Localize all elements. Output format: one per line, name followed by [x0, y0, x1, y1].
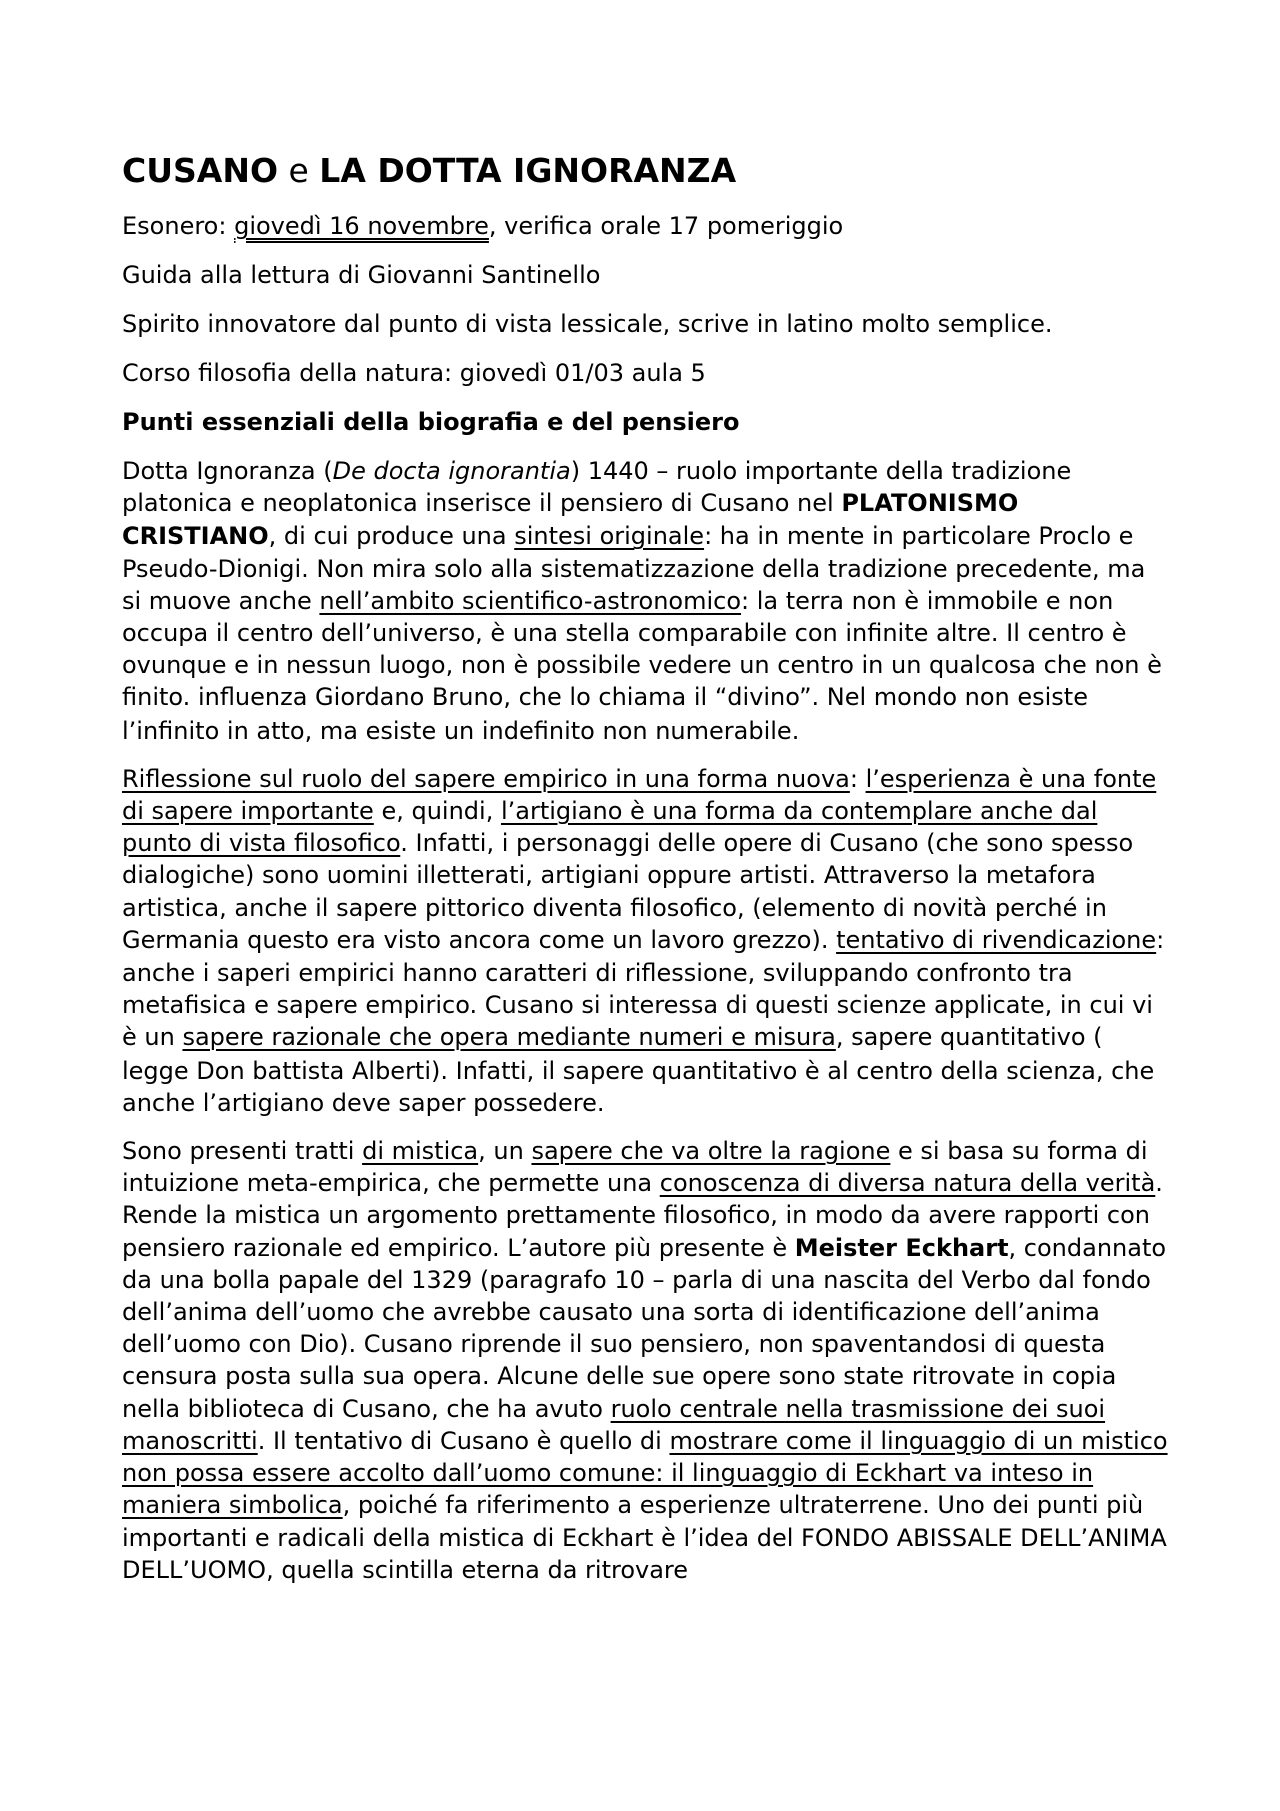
corso-line: Corso filosofia della natura: giovedì 01/03 aula 5 [122, 359, 706, 387]
document-title: CUSANO e LA DOTTA IGNORANZA [122, 151, 737, 190]
paragraph-1: Dotta Ignoranza (De docta ignorantia) 1440 – ruolo importante della tradizione platonica e neoplatonica inserisce il pensiero di Cusano nel PLATONISMO CRISTIANO, di cui produce una sintesi originale: ha in mente in particolare Proclo e Pseudo-Dionigi. Non mira solo alla sistematizzazione della tradizione precedente, ma si muove anche nell’ambito scientifico-astronomico: la terra non è immobile e non occupa il centro dell’universo, è una stella comparabile con infinite altre. Il centro è ovunque e in nessun luogo, non è possibile vedere un centro in un qualcosa che non è finito. influenza Giordano Bruno, che lo chiama il “divino”. Nel mondo non esiste l’infinito in atto, ma esiste un indefinito non numerabile. [122, 457, 1162, 745]
section-heading: Punti essenziali della biografia e del pensiero [122, 408, 740, 436]
guida-line: Guida alla lettura di Giovanni Santinello [122, 261, 601, 289]
spirito-line: Spirito innovatore dal punto di vista lessicale, scrive in latino molto semplice. [122, 310, 1053, 338]
esonero-line: Esonero: giovedì 16 novembre, verifica orale 17 pomeriggio [122, 212, 844, 240]
esonero-date: giovedì 16 novembre [234, 212, 489, 240]
paragraph-2: Riflessione sul ruolo del sapere empirico in una forma nuova: l’esperienza è una fonte di sapere importante e, quindi, l’artigiano è una forma da contemplare anche dal punto di vista filosofico. Infatti, i personaggi delle opere di Cusano (che sono spesso dialogiche) sono uomini illetterati, artigiani oppure artisti. Attraverso la metafora artistica, anche il sapere pittorico diventa filosofico, (elemento di novità perché in Germania questo era visto ancora come un lavoro grezzo). tentativo di rivendicazione: anche i saperi empirici hanno caratteri di riflessione, sviluppando confronto tra metafisica e sapere empirico. Cusano si interessa di questi scienze applicate, in cui vi è un sapere razionale che opera mediante numeri e misura, sapere quantitativo ( legge Don battista Alberti). Infatti, il sapere quantitativo è al centro della scienza, che anche l’artigiano deve saper possedere. [122, 764, 1165, 1117]
paragraph-3: Sono presenti tratti di mistica, un sapere che va oltre la ragione e si basa su forma di intuizione meta-empirica, che permette una conoscenza di diversa natura della verità. Rende la mistica un argomento prettamente filosofico, in modo da avere rapporti con pensiero razionale ed empirico. L’autore più presente è Meister Eckhart, condannato da una bolla papale del 1329 (paragrafo 10 – parla di una nascita del Verbo dal fondo dell’anima dell’uomo che avrebbe causato una sorta di identificazione dell’anima dell’uomo con Dio). Cusano riprende il suo pensiero, non spaventandosi di questa censura posta sulla sua opera. Alcune delle sue opere sono state ritrovate in copia nella biblioteca di Cusano, che ha avuto ruolo centrale nella trasmissione dei suoi manoscritti. Il tentativo di Cusano è quello di mostrare come il linguaggio di un mistico non possa essere accolto dall’uomo comune: il linguaggio di Eckhart va inteso in maniera simbolica, poiché fa riferimento a esperienze ultraterrene. Uno dei punti più importanti e radicali della mistica di Eckhart è l’idea del FONDO ABISSALE DELL’ANIMA DELL’UOMO, quella scintilla eterna da ritrovare [122, 1137, 1168, 1584]
